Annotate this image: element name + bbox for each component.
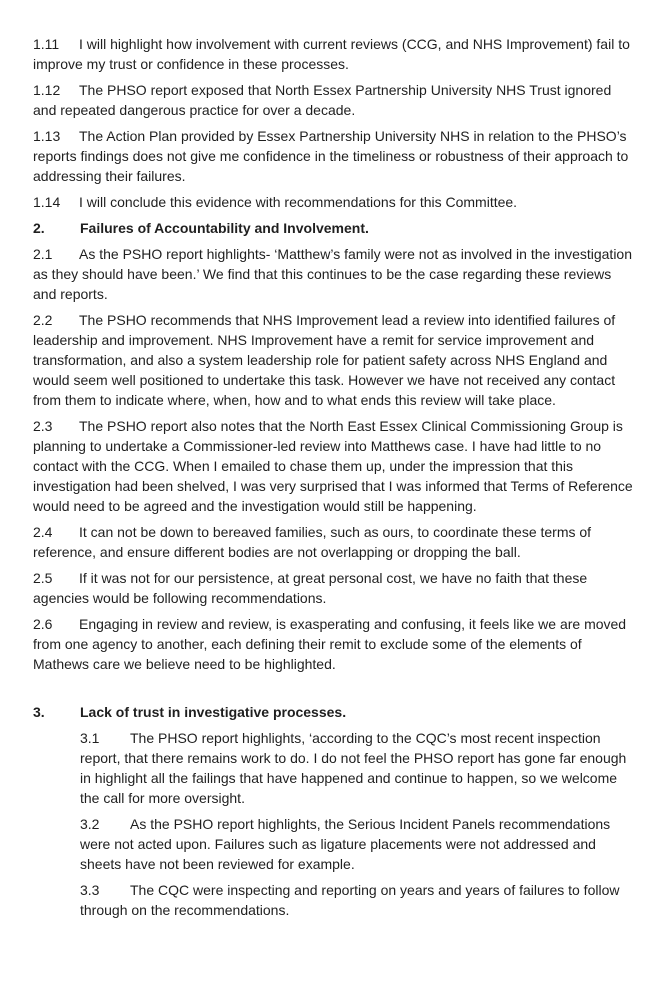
paragraph-1-14 (33, 192, 633, 212)
paragraph-number: 2.5 (33, 570, 53, 586)
paragraph-text: The Action Plan provided by Essex Partnership University NHS in relation to the PHSO’s reports findings does not give me confidence in the timeliness or robustness of their approach to addressing their failures. (33, 128, 629, 184)
paragraph-2-6 (33, 614, 633, 674)
paragraph-number: 2.4 (33, 524, 53, 540)
paragraph-3-2 (80, 814, 633, 874)
section-title: Lack of trust in investigative processes. (80, 704, 347, 720)
section-heading-3 (33, 702, 633, 722)
paragraph-text: As the PSHO report highlights, the Serious Incident Panels recommendations were not acted upon. Failures such as ligature placements were not addressed and sheets have not been reviewed for example. (80, 816, 611, 872)
section-number: 2. (33, 220, 45, 236)
paragraph-number: 2.1 (33, 246, 53, 262)
section-title: Failures of Accountability and Involvement. (80, 220, 369, 236)
paragraph-text: The PHSO report exposed that North Essex Partnership University NHS Trust ignored and repeated dangerous practice for over a decade. (33, 82, 612, 118)
paragraph-text: As the PSHO report highlights- ‘Matthew’s family were not as involved in the investigation as they should have been.’ We find that this continues to be the case regarding these reviews and reports. (33, 246, 633, 302)
paragraph-number: 1.14 (33, 194, 61, 210)
paragraph-number: 2.6 (33, 616, 53, 632)
paragraph-1-11 (33, 34, 633, 74)
paragraph-text: The PHSO report highlights, ‘according to the CQC’s most recent inspection report, that there remains work to do. I do not feel the PHSO report has gone far enough in highlight all the failings that have happened and continue to happen, so we welcome the call for more oversight. (80, 730, 627, 806)
paragraph-3-1 (80, 728, 633, 808)
paragraph-text: The PSHO report also notes that the North East Essex Clinical Commissioning Group is planning to undertake a Commissioner-led review into Matthews case. I have had little to no contact with the CCG. When I emailed to chase them up, under the impression that this investigation had been shelved, I was very surprised that I was informed that Terms of Reference would need to be agreed and the investigation would still be happening. (33, 418, 633, 514)
paragraph-text: If it was not for our persistence, at great personal cost, we have no faith that these agencies would be following recommendations. (33, 570, 588, 606)
section-heading-2 (33, 218, 633, 238)
paragraph-2-1 (33, 244, 633, 304)
paragraph-number: 1.11 (33, 36, 60, 52)
paragraph-1-13 (33, 126, 633, 186)
paragraph-2-4 (33, 522, 633, 562)
paragraph-2-5 (33, 568, 633, 608)
paragraph-text: I will highlight how involvement with current reviews (CCG, and NHS Improvement) fail to improve my trust or confidence in these processes. (33, 36, 630, 72)
paragraph-2-2 (33, 310, 633, 410)
paragraph-number: 2.3 (33, 418, 53, 434)
paragraph-text: It can not be down to bereaved families, such as ours, to coordinate these terms of reference, and ensure different bodies are not overlapping or dropping the ball. (33, 524, 592, 560)
paragraph-text: Engaging in review and review, is exasperating and confusing, it feels like we are moved from one agency to another, each defining their remit to exclude some of the elements of Mathews care we believe need to be highlighted. (33, 616, 627, 672)
paragraph-number: 3.2 (80, 816, 100, 832)
paragraph-1-12 (33, 80, 633, 120)
paragraph-2-3 (33, 416, 633, 516)
paragraph-text: The CQC were inspecting and reporting on years and years of failures to follow through on the recommendations. (80, 882, 620, 918)
paragraph-number: 3.1 (80, 730, 100, 746)
paragraph-text: I will conclude this evidence with recommendations for this Committee. (79, 194, 518, 210)
paragraph-3-3 (80, 880, 633, 920)
section-number: 3. (33, 704, 45, 720)
paragraph-text: The PSHO recommends that NHS Improvement lead a review into identified failures of leadership and improvement. NHS Improvement have a remit for service improvement and transformation, and also a system leadership role for patient safety across NHS England and would seem well positioned to undertake this task. However we have not received any contact from them to indicate where, when, how and to what ends this review will take place. (33, 312, 616, 408)
paragraph-number: 1.13 (33, 128, 61, 144)
paragraph-number: 2.2 (33, 312, 53, 328)
paragraph-number: 3.3 (80, 882, 100, 898)
paragraph-number: 1.12 (33, 82, 61, 98)
